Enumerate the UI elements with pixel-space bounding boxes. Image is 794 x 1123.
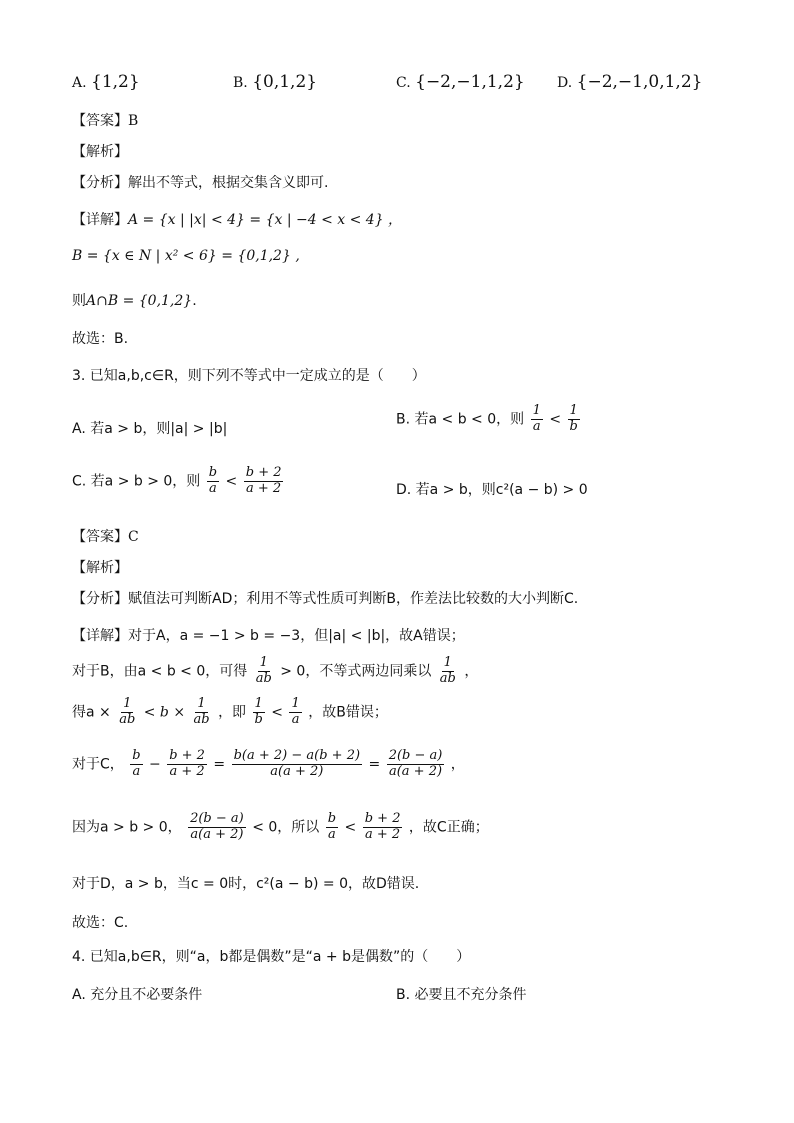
detail-text: 对于C， [72, 756, 124, 773]
answer-tag: 【答案】 [72, 529, 128, 545]
numerator: 1 [254, 696, 263, 711]
denominator: a + 2 [246, 480, 282, 496]
q3-detail-b1 [72, 656, 478, 687]
denominator: ab [119, 711, 136, 727]
numerator: 1 [123, 696, 132, 711]
numerator: b + 2 [169, 748, 205, 763]
denominator: ab [439, 670, 456, 686]
q3-detail-b2 [72, 697, 388, 728]
fenxi-tag: 【分析】 [72, 591, 128, 607]
detail-prefix: 则 [72, 293, 86, 309]
numerator: 1 [569, 403, 578, 418]
conclusion-text: 故选：C. [72, 915, 129, 931]
detail-text: < 0，所以 [252, 819, 320, 836]
detail-end: ， [450, 756, 465, 773]
q2-detail-2 [72, 248, 300, 264]
operator: = [368, 756, 381, 773]
operator: = [213, 756, 226, 773]
option-text: A. 充分且不必要条件 [72, 987, 203, 1003]
q2-detail-1 [72, 209, 402, 229]
fraction [232, 749, 362, 780]
fraction [188, 812, 246, 843]
q3-detail-d [72, 873, 419, 893]
fraction [387, 749, 445, 780]
operator: < [549, 411, 562, 428]
numerator: 1 [197, 696, 206, 711]
operator: − [149, 756, 161, 773]
q2-option-b [233, 72, 317, 92]
detail-end: ，故C正确； [408, 819, 489, 836]
q2-option-a [72, 72, 140, 92]
detail-equation: A∩B = {0,1,2} [86, 293, 193, 309]
detail-equation: B = {x ∈ N | x² < 6} = {0,1,2} , [72, 248, 300, 264]
detail-end: ， [464, 663, 479, 680]
q4-option-b [396, 984, 527, 1004]
q4-stem [72, 946, 470, 966]
numerator: b(a + 2) − a(b + 2) [233, 748, 361, 763]
numerator: 2(b − a) [388, 748, 443, 763]
fraction [167, 749, 207, 780]
option-value: {−2,−1,0,1,2} [576, 72, 703, 92]
option-value: {−2,−1,1,2} [415, 72, 525, 92]
answer-value: C [128, 529, 139, 545]
denominator: a(a + 2) [388, 763, 443, 779]
q3-answer [72, 526, 139, 546]
q2-fenxi [72, 172, 328, 192]
denominator: b [254, 711, 263, 727]
numerator: 1 [443, 655, 452, 670]
fraction [192, 697, 212, 728]
option-value: {1,2} [91, 72, 140, 92]
option-text: D. 若a > b，则c²(a − b) > 0 [396, 482, 588, 498]
fenxi-text: 解出不等式，根据交集含义即可. [128, 175, 329, 191]
q3-conclusion [72, 912, 128, 932]
detail-tag: 【详解】 [72, 628, 128, 644]
denominator: b [569, 418, 578, 434]
answer-tag: 【答案】 [72, 113, 128, 129]
numerator: b [208, 465, 218, 480]
fraction [254, 656, 274, 687]
denominator: a [132, 763, 141, 779]
fraction [117, 697, 137, 728]
option-value: {0,1,2} [252, 72, 318, 92]
detail-text: ，即 [218, 704, 247, 721]
denominator: ab [255, 670, 272, 686]
option-text: B. 必要且不充分条件 [396, 987, 527, 1003]
numerator: b [132, 748, 141, 763]
analysis-tag: 【解析】 [72, 560, 128, 576]
numerator: b + 2 [245, 465, 282, 480]
q3-option-a [72, 418, 227, 438]
fraction [207, 466, 219, 497]
q3-option-b [396, 404, 582, 435]
option-letter: B. [233, 75, 248, 91]
option-text: B. 若a < b < 0，则 [396, 411, 525, 428]
numerator: 1 [259, 655, 268, 670]
q3-option-c [72, 466, 285, 497]
numerator: 2(b − a) [190, 811, 244, 826]
detail-text: 对于A，a = −1 > b = −3，但|a| < |b|，故A错误； [128, 628, 465, 644]
option-letter: D. [557, 75, 573, 91]
detail-end: ，故B错误； [308, 704, 388, 721]
fraction [289, 697, 301, 728]
analysis-tag: 【解析】 [72, 144, 128, 160]
option-letter: A. [72, 75, 87, 91]
detail-text: 对于B，由a < b < 0，可得 [72, 663, 248, 680]
q2-option-c [396, 72, 525, 92]
option-letter: C. [396, 75, 411, 91]
fraction [130, 749, 142, 780]
conclusion-text: 故选：B. [72, 331, 129, 347]
fraction [326, 812, 338, 843]
answer-value: B [128, 113, 139, 129]
fraction [363, 812, 403, 843]
denominator: a + 2 [365, 826, 401, 842]
q3-analysis-heading [72, 557, 128, 577]
detail-equation: A = {x | |x| < 4} = {x | −4 < x < 4} ， [128, 212, 403, 228]
denominator: a [328, 826, 336, 842]
fenxi-tag: 【分析】 [72, 175, 128, 191]
numerator: 1 [291, 696, 300, 711]
fraction [244, 466, 284, 497]
q2-detail-3 [72, 290, 197, 310]
option-text: C. 若a > b > 0，则 [72, 473, 201, 490]
operator: < [344, 819, 357, 836]
q3-detail-c2 [72, 812, 489, 843]
q2-option-d [557, 72, 702, 92]
operator: < [271, 704, 284, 721]
detail-text: 因为a > b > 0， [72, 819, 182, 836]
denominator: a [532, 418, 541, 434]
option-text: A. 若a > b，则|a| > |b| [72, 421, 228, 437]
fraction [438, 656, 458, 687]
q3-stem [72, 365, 426, 385]
denominator: a(a + 2) [190, 826, 244, 842]
fraction [531, 404, 543, 435]
question-stem: 3. 已知a,b,c∈R，则下列不等式中一定成立的是（ ） [72, 368, 426, 384]
q4-option-a [72, 984, 202, 1004]
q3-option-d [396, 479, 588, 499]
q2-conclusion [72, 328, 128, 348]
numerator: b [327, 811, 337, 826]
detail-text: < b × [143, 704, 186, 721]
numerator: b + 2 [364, 811, 401, 826]
question-stem: 4. 已知a,b∈R，则“a，b都是偶数”是“a + b是偶数”的（ ） [72, 949, 471, 965]
fenxi-text: 赋值法可判断AD；利用不等式性质可判断B，作差法比较数的大小判断C. [128, 591, 579, 607]
denominator: ab [193, 711, 210, 727]
operator: < [225, 473, 238, 490]
fraction [253, 697, 265, 728]
q3-detail-c1 [72, 749, 465, 780]
q3-fenxi [72, 588, 578, 608]
detail-text: 得a × [72, 704, 111, 721]
fraction [568, 404, 580, 435]
q2-analysis-heading [72, 141, 128, 161]
q3-detail-a [72, 625, 465, 645]
detail-tag: 【详解】 [72, 212, 128, 228]
q2-answer [72, 110, 138, 130]
numerator: 1 [532, 403, 541, 418]
denominator: a [291, 711, 300, 727]
detail-text: 对于D，a > b，当c = 0时，c²(a − b) = 0，故D错误. [72, 876, 420, 892]
detail-text: > 0，不等式两边同乘以 [280, 663, 432, 680]
denominator: a(a + 2) [270, 763, 324, 779]
denominator: a + 2 [169, 763, 205, 779]
detail-end: . [192, 293, 197, 309]
denominator: a [209, 480, 217, 496]
